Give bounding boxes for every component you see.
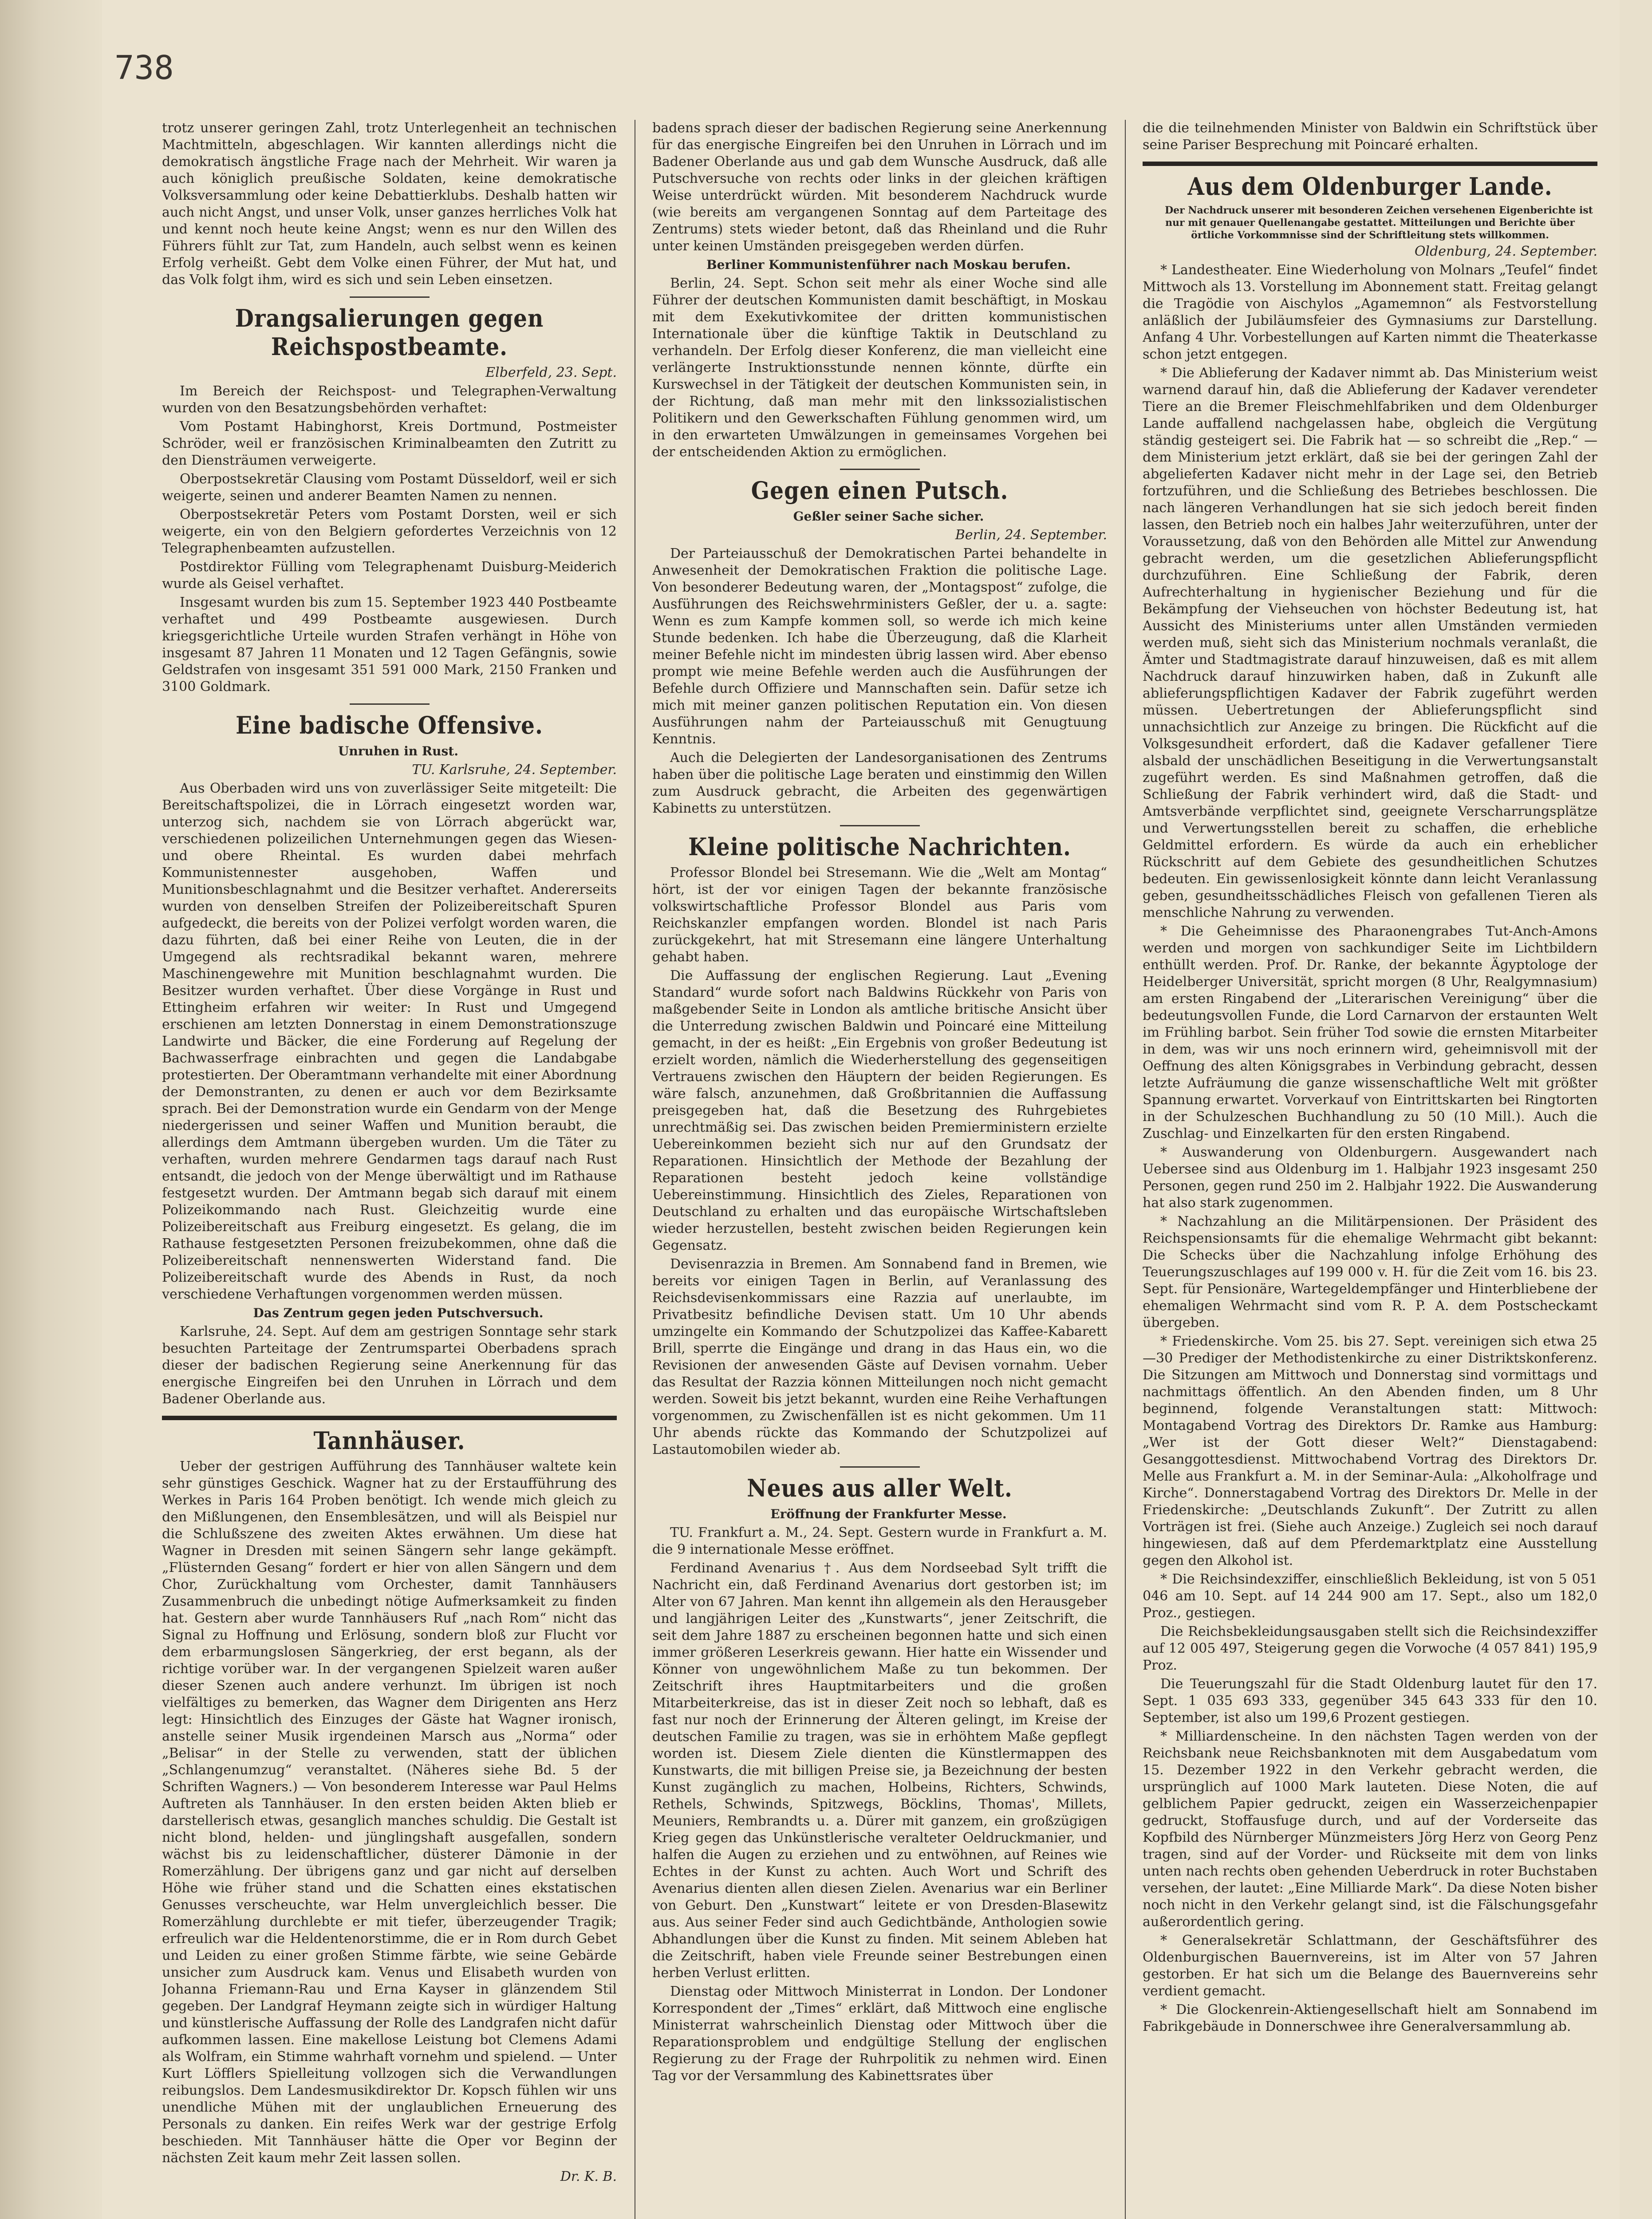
article-subtitle: Unruhen in Rust.	[338, 744, 458, 758]
article-title: Tannhäuser.	[313, 1426, 465, 1455]
paragraph: Postdirektor Fülling vom Telegraphenamt Duisburg-Meiderich wurde als Geisel verhaftet.	[162, 559, 617, 592]
col1-intro: trotz unserer geringen Zahl, trotz Unterlegenheit an technischen Machtmitteln, abgeschlagen. Wir kannten allerdings nicht die demokratisch ängstliche Frage nach der Mehrheit. Wir waren ja auch königlich preußische Soldaten, keine demokratische Volksversammlung oder keine Debattierklubs. Deshalb hatten wir auch nicht Angst, und unser Volk, unser ganzes herrliches Volk hat und kennt noch heute keine Angst; wenn es nur den Willen des Führers fühlt zur Tat, zum Handeln, auch selbst wenn es keinen Erfolg verheißt. Gebt dem Volke einen Führer, der Mut hat, und das Volk folgt ihm, wird es sich und sein Leben einsetzen.	[162, 120, 617, 288]
divider	[840, 1466, 920, 1468]
paragraph: Die Auffassung der englischen Regierung. Laut „Evening Standard“ wurde sofort nach Baldwins Rückkehr von Paris von maßgebender Seite in London als amtliche britische Ansicht über die Unterredung zwischen Baldwin und Poincaré eine Mitteilung gemacht, in der es heißt: „Ein Ergebnis von großer Bedeutung ist erzielt worden, nämlich die Wiederherstellung des gegenseitigen Vertrauens zwischen den Häuptern der beiden Regierungen. Es wäre falsch, anzunehmen, daß Großbritannien die Auffassung preisgegeben hat, daß die Besetzung des Ruhrgebietes unrechtmäßig sei. Das zwischen beiden Premierministern erzielte Uebereinkommen bezieht sich nur auf den Grundsatz der Reparationen. Hinsichtlich der Methode der Bezahlung der Reparationen besteht jedoch keine vollständige Uebereinstimmung. Hinsichtlich des Zieles, Reparationen von Deutschland zu erhalten und das europäische Wirtschaftsleben wieder herzustellen, besteht zwischen beiden Regierungen kein Gegensatz.	[652, 968, 1107, 1253]
paragraph: Der Parteiausschuß der Demokratischen Partei behandelte in Anwesenheit der Demokratischen Fraktion die politische Lage. Von besonderer Bedeutung waren, der „Montagspost“ zufolge, die Ausführungen des Reichswehrministers Geßler, der u. a. sagte: Wenn es zum Kampfe kommen soll, so werde ich mich keine Stunde bedenken. Ich habe die Überzeugung, daß die Klarheit meiner Befehle nicht im mindesten übrig lassen wird. Aber ebenso prompt wie meine Befehle werden auch die Ausführungen der Befehle durch Offiziere und Mannschaften sein. Dafür setze ich mich mit meiner ganzen politischen Reputation ein. Von diesen Ausführungen nahm der Parteiausschuß mit Genugtuung Kenntnis.	[652, 546, 1107, 747]
divider	[840, 469, 920, 470]
article-title: Drangsalierungen gegen Reichspostbeamte.	[235, 304, 544, 361]
col2-intro: badens sprach dieser der badischen Regierung seine Anerkennung für das energische Eingreifen bei den Unruhen in Lörrach und im Badener Oberlande aus und gab dem Wunsche Ausdruck, daß alle Putschversuche von rechts oder links in der gleichen kräftigen Weise unterdrückt würden. Mit besonderem Nachdruck wurde (wie bereits am vergangenen Sonntag auf dem Parteitage des Zentrums) stets wieder betont, daß das Rheinland und die Ruhr unter keinen Umständen preisgegeben werden dürfen.	[652, 120, 1107, 254]
thick-divider	[1143, 162, 1597, 166]
paragraph: * Friedenskirche. Vom 25. bis 27. Sept. vereinigen sich etwa 25—30 Prediger der Methodistenkirche zu einer Distriktskonferenz. Die Sitzungen am Mittwoch und Donnerstag sind vormittags und nachmittags öffentlich. An den Abenden finden, um 8 Uhr beginnend, folgende Veranstaltungen statt: Mittwoch: Montagabend Vortrag des Direktors Dr. Ramke aus Hamburg: „Wer ist der Gott dieser Welt?“ Dienstagabend: Gesanggottesdienst. Mittwochabend Vortrag des Direktors Dr. Melle aus Frankfurt a. M. in der Seminar-Aula: „Alkoholfrage und Kirche“. Donnerstagabend Vortrag des Direktors Dr. Melle in der Friedenskirche: „Deutschlands Zukunft“. Der Zutritt zu allen Vorträgen ist frei. (Siehe auch Anzeige.) Zugleich sei noch darauf hingewiesen, daß auf dem Pferdemarktplatz eine Ausstellung gegen den Alkohol ist.	[1143, 1334, 1597, 1568]
article-title: Gegen einen Putsch.	[751, 476, 1009, 505]
column-1	[162, 120, 617, 2219]
article-subtitle: Eröffnung der Frankfurter Messe.	[770, 1507, 1007, 1521]
column-3	[1143, 120, 1597, 2219]
page-number: 738	[114, 49, 174, 87]
paragraph: Die Reichsbekleidungsausgaben stellt sich die Reichsindexziffer auf 12 005 497, Steigerung gegen die Vorwoche (4 057 841) 195,9 Proz.	[1143, 1624, 1597, 1673]
dateline: Elberfeld, 23. Sept.	[485, 365, 617, 380]
paragraph: * Generalsekretär Schlattmann, der Geschäftsführer des Oldenburgischen Bauernvereins, ist im Alter von 57 Jahren gestorben. Er hat sich um die Belange des Bauernvereins sehr verdient gemacht.	[1143, 1933, 1597, 1999]
column-2	[652, 120, 1107, 2219]
paragraph: Die Teuerungszahl für die Stadt Oldenburg lautet für den 17. Sept. 1 035 693 333, gegenüber 345 643 333 für den 10. September, ist also um 199,6 Prozent gestiegen.	[1143, 1676, 1597, 1725]
paragraph: * Die Glockenrein-Aktiengesellschaft hielt am Sonnabend im Fabrikgebäude in Donnerschwee ihre Generalversammlung ab.	[1143, 2002, 1597, 2034]
paragraph: * Die Geheimnisse des Pharaonengrabes Tut-Anch-Amons werden und morgen von sachkundiger Seite im Lichtbildern enthüllt werden. Prof. Dr. Ranke, der bekannte Ägyptologe der Heidelberger Universität, spricht morgen (8 Uhr, Realgymnasium) am ersten Ringabend der „Literarischen Vereinigung“ über die bedeutungsvollen Funde, die Lord Carnarvon der erstaunten Welt im Frühling barbot. Sein früher Tod sowie die ernsten Mitarbeiter in dem, was wir uns noch erinnern wird, geheimnisvoll mit der Oeffnung des alten Königsgrabes in Verbindung gebracht, dessen letzte Aufräumung die ganze wissenschaftliche Welt mit größter Spannung erwartet. Vorverkauf von Eintrittskarten bei Ringtorten in der Schulzeschen Buchhandlung zu 50 (10 Mill.). Auch die Zuschlag- und Einzelkarten für den ersten Ringabend.	[1143, 924, 1597, 1141]
paragraph: Oberpostsekretär Clausing vom Postamt Düsseldorf, weil er sich weigerte, seinen und anderer Beamten Namen zu nennen.	[162, 471, 617, 504]
paragraph: Oberpostsekretär Peters vom Postamt Dorsten, weil er sich weigerte, ein von den Belgiern gefordertes Verzeichnis von 12 Telegraphenbeamten aufzustellen.	[162, 507, 617, 556]
divider	[350, 296, 430, 298]
paragraph: * Nachzahlung an die Militärpensionen. Der Präsident des Reichspensionsamts für die ehemalige Wehrmacht gibt bekannt: Die Schecks über die Nachzahlung infolge Erhöhung des Teuerungszuschlages auf 199 000 v. H. für die Zeit vom 16. bis 23. Sept. für Pensionäre, Wartegeldempfänger und Hinterbliebene der ehemaligen Wehrmacht sind vom R. P. A. dem Postscheckamt übergeben.	[1143, 1214, 1597, 1331]
paragraph: Ferdinand Avenarius †. Aus dem Nordseebad Sylt trifft die Nachricht ein, daß Ferdinand Avenarius dort gestorben ist; im Alter von 67 Jahren. Man kennt ihn allgemein als den Herausgeber und langjährigen Leiter des „Kunstwarts“, jener Zeitschrift, die seit dem Jahre 1887 zu erscheinen begonnen hatte und sich einen immer größeren Leserkreis gewann. Hier hatte ein Wissender und Könner von ungewöhnlichem Maße zu tun bekommen. Der Zeitschrift ihres Hauptmitarbeiters und die großen Mitarbeiterkreise, das ist in dieser Zeit noch so lebhaft, daß es fast nur noch der Erinnerung der Älteren gelingt, im Kreise der deutschen Familie zu tragen, was sie in erhöhtem Maße gepflegt worden ist. Diesem Ziele dienten die Künstlermappen des Kunstwarts, die mit billigen Preise sie, ja Bezeichnung der besten Kunst zugänglich zu machen, Holbeins, Richters, Schwinds, Rethels, Schwinds, Spitzwegs, Böcklins, Thomas', Millets, Meuniers, Rembrandts u. a. Dürer mit ganzem, ein großzügigen Krieg gegen das Unkünstlerische veralteter Oeldruckmanier, und halfen die Augen zu erziehen und zu entwöhnen, auf Reines wie Echtes in der Kunst zu achten. Auch Wort und Schrift des Avenarius dienten allen diesen Zielen. Avenarius war ein Berliner von Geburt. Den „Kunstwart“ leitete er von Dresden-Blasewitz aus. Aus seiner Feder sind auch Gedichtbände, Anthologien sowie Abhandlungen über die Kunst zu finden. Mit seinem Ableben hat die Zeitschrift, haben viele Freunde seiner Bestrebungen einen herben Verlust erlitten.	[652, 1560, 1107, 1981]
divider	[350, 703, 430, 705]
paragraph: Berlin, 24. Sept. Schon seit mehr als einer Woche sind alle Führer der deutschen Kommunisten damit beschäftigt, in Moskau mit dem Exekutivkomitee der dritten kommunistischen Internationale über die künftige Taktik in Deutschland zu verhandeln. Der Erfolg dieser Konferenz, die man vielleicht eine verlängerte Instruktionsstunde nennen könnte, dürfte ein Kurswechsel in der Tätigkeit der deutschen Kommunisten sein, in der Richtung, daß man mehr mit den linkssozialistischen Politikern und den Gewerkschaften Fühlung genommen wird, um in den erwarteten Umwälzungen in gemeinsames Vorgehen bei der entscheidenden Aktion zu ermöglichen.	[652, 276, 1107, 460]
author-signature: Dr. K. B.	[560, 2169, 617, 2184]
dateline: Berlin, 24. September.	[955, 527, 1107, 543]
article-subtitle: Geßler seiner Sache sicher.	[793, 509, 984, 524]
article-title: Eine badische Offensive.	[236, 711, 543, 739]
col3-intro: die die teilnehmenden Minister von Baldwin ein Schriftstück über seine Pariser Besprechung mit Poincaré erhalten.	[1143, 120, 1597, 153]
thick-divider	[162, 1416, 617, 1420]
dateline: Oldenburg, 24. September.	[1414, 244, 1597, 259]
book-binding-shadow	[0, 0, 102, 2219]
paragraph: Insgesamt wurden bis zum 15. September 1923 440 Postbeamte verhaftet und 499 Postbeamte ausgewiesen. Durch kriegsgerichtliche Urteile wurden Strafen verhängt in Höhe von insgesamt 87 Jahren 11 Monaten und 12 Tagen Gefängnis, sowie Geldstrafen von insgesamt 351 591 000 Mark, 2150 Franken und 3100 Goldmark.	[162, 595, 617, 695]
paragraph: * Milliardenscheine. In den nächsten Tagen werden von der Reichsbank neue Reichsbanknoten mit dem Ausgabedatum vom 15. Dezember 1922 in den Verkehr gebracht werden, die ursprünglich auf 1000 Mark lauteten. Diese Noten, die auf gelblichem Papier gedruckt, zeigen ein Wasserzeichenpapier gedruckt, Stoffausfuge durch, und auf der Vorderseite das Kopfbild des Nürnberger Münzmeisters Jörg Herz von Georg Penz tragen, sind auf der Vorder- und Rückseite mit dem von links unten nach rechts oben gehenden Ueberdruck in roter Buchstaben versehen, der lautet: „Eine Milliarde Mark“. Da diese Noten bisher noch nicht in den Verkehr gelangt sind, ist die Fälschungsgefahr außerordentlich gering.	[1143, 1729, 1597, 1930]
section-subhead: Das Zentrum gegen jeden Putschversuch.	[253, 1306, 544, 1320]
article-title: Neues aus aller Welt.	[747, 1474, 1013, 1502]
paragraph: Karlsruhe, 24. Sept. Auf dem am gestrigen Sonntage sehr stark besuchten Parteitage der Zentrumspartei Oberbadens sprach dieser der badischen Regierung seine Anerkennung für das energische Eingreifen bei den Unruhen in Lörrach und dem Badener Oberlande aus.	[162, 1324, 617, 1407]
section-subhead: Berliner Kommunistenführer nach Moskau berufen.	[706, 257, 1071, 272]
paragraph: Im Bereich der Reichspost- und Telegraphen-Verwaltung wurden von den Besatzungsbehörden verhaftet:	[162, 383, 617, 416]
paragraph: Dienstag oder Mittwoch Ministerrat in London. Der Londoner Korrespondent der „Times“ erklärt, daß Mittwoch eine englische Ministerrat wahrscheinlich Dienstag oder Mittwoch über die Reparationsproblem und endgültige Stellung der englischen Regierung zu der Frage der Ruhrpolitik zu nehmen wird. Einen Tag vor der Versammlung des Kabinettsrates über	[652, 1984, 1107, 2084]
divider	[840, 825, 920, 826]
reprint-note: Der Nachdruck unserer mit besonderen Zeichen versehenen Eigenberichte ist nur mit genauer Quellenangabe gestattet. Mitteilungen und Berichte über örtliche Vorkommnisse sind der Schriftleitung stets willkommen.	[1165, 205, 1593, 241]
article-title: Kleine politische Nachrichten.	[688, 833, 1071, 861]
paragraph: * Auswanderung von Oldenburgern. Ausgewandert nach Uebersee sind aus Oldenburg im 1. Halbjahr 1923 insgesamt 250 Personen, gegen rund 250 im 2. Halbjahr 1922. Die Auswanderung hat also stark zugenommen.	[1143, 1145, 1597, 1211]
paragraph: Auch die Delegierten der Landesorganisationen des Zentrums haben über die politische Lage beraten und einstimmig den Willen zum Ausdruck gebracht, die Arbeiten des gegenwärtigen Kabinetts zu unterstützen.	[652, 750, 1107, 816]
dateline: TU. Karlsruhe, 24. September.	[412, 762, 617, 778]
paragraph: TU. Frankfurt a. M., 24. Sept. Gestern wurde in Frankfurt a. M. die 9 internationale Messe eröffnet.	[652, 1525, 1107, 1557]
column-rule	[1125, 120, 1126, 2219]
paragraph: * Die Ablieferung der Kadaver nimmt ab. Das Ministerium weist warnend darauf hin, daß die Ablieferung der Kadaver verendeter Tiere an die Bremer Fleischmehlfabriken und dem Oldenburger Lande auffallend nachgelassen habe, obgleich die Vergütung ständig gesteigert sei. Die Fabrik hat — so schreibt die „Rep.“ — dem Ministerium jetzt erklärt, daß sie bei der geringen Zahl der abgelieferten Kadaver nicht mehr in der Lage sei, den Betrieb fortzuführen, und die Schließung des Betriebes beschlossen. Die nach längeren Verhandlungen hat sie sich jedoch bereit finden lassen, den Betrieb noch ein halbes Jahr weiterzuführen, unter der Voraussetzung, daß von den Behörden alle Mittel zur Anwendung gebracht werden, um die gesetzlichen Ablieferungspflicht durchzuführen. Eine Schließung der Fabrik, deren Aufrechterhaltung in hygienischer Beziehung und für die Bekämpfung der Viehseuchen von höchster Bedeutung ist, hat Aussicht des Ministeriums unter allen Umständen vermieden werden muß, sieht sich das Ministerium nochmals veranlaßt, die Ämter und Stadtmagistrate darauf hinzuweisen, daß es mit allem Nachdruck darauf hinzuwirken haben, daß in Zukunft alle ablieferungspflichtigen Kadaver der Fabrik zugeführt werden müssen. Uebertretungen der Ablieferungspflicht sind unnachsichtlich zur Anzeige zu bringen. Die Rückficht auf die Volksgesundheit erfordert, daß die Kadaver gefallener Tiere alsbald der unschädlichen Beseitigung in die Verwertungsanstalt zugeführt werden. Es sind Maßnahmen getroffen, daß die Schließung der Fabrik verhindert wird, daß die Stadt- und Amtsverbände verpflichtet sind, geeignete Verscharrungsplätze und Verwertungsstellen bereit zu schaffen, die erhebliche Geldmittel erfordern. Es würde da auch ein erheblicher Rückschritt auf dem Gebiete des gesundheitlichen Schutzes bedeuten. Ein gewissenlosigkeit könnte dann leicht Veranlassung geben, gesundheitsschädliches Fleisch von gefallenen Tieren als menschliche Nahrung zu verwenden.	[1143, 365, 1597, 920]
paragraph: Professor Blondel bei Stresemann. Wie die „Welt am Montag“ hört, ist der vor einigen Tagen der bekannte französische volkswirtschaftliche Professor Blondel aus Paris vom Reichskanzler empfangen worden. Blondel ist nach Paris zurückgekehrt, hat mit Stresemann eine längere Unterhaltung gehabt haben.	[652, 865, 1107, 965]
paragraph: Devisenrazzia in Bremen. Am Sonnabend fand in Bremen, wie bereits vor einigen Tagen in Berlin, auf Veranlassung des Reichsdevisenkommissars eine Razzia auf unerlaubte, im Privatbesitz befindliche Devisen statt. Um 10 Uhr abends umzingelte ein Kommando der Schutzpolizei das Kaffee-Kabarett Brill, sperrte die Eingänge und drang in das Haus ein, wo die Revisionen der anwesenden Gäste auf Devisen vornahm. Ueber das Resultat der Razzia können Mitteilungen noch nicht gemacht werden. Soweit bis jetzt bekannt, wurden eine Reihe Verhaftungen vorgenommen, zu Zwischenfällen ist es nicht gekommen. Um 11 Uhr abends rückte das Kommando der Schutzpolizei auf Lastautomobilen wieder ab.	[652, 1256, 1107, 1457]
paragraph: Aus Oberbaden wird uns von zuverlässiger Seite mitgeteilt: Die Bereitschaftspolizei, die in Lörrach eingesetzt worden war, unterzog sich, nachdem sie von Lörrach abgerückt war, verschiedenen polizeilichen Unternehmungen gegen das Wiesen- und obere Rheintal. Es wurden dabei mehrfach Kommunistennester ausgehoben, Waffen und Munitionsbeschlagnahmt und die Besitzer verhaftet. Andererseits wurden von denselben Streifen der Polizeibereitschaft Spuren aufgedeckt, die bereits von der Polizei verfolgt worden waren, die dazu führten, daß bei einer Reihe von Leuten, die in der Umgegend als rechtsradikal bekannt waren, mehrere Maschinengewehre mit Munition beschlagnahmt wurden. Die Besitzer wurden verhaftet. Über diese Vorgänge in Rust und Ettingheim erfahren wir weiter: In Rust und Umgegend erschienen am letzten Donnerstag in einem Demonstrationszuge Landwirte und Bäcker, die eine Forderung auf Regelung der Bachwasserfrage einbrachten und gegen die Landabgabe protestierten. Der Oberamtmann verhandelte mit einer Abordnung der Demonstranten, zu denen er auch vor dem Bezirksamte sprach. Bei der Demonstration wurde ein Gendarm von der Menge niedergerissen und seiner Waffen und Munition beraubt, die allerdings dem Amtmann übergeben wurden. Um die Täter zu verhaften, wurden mehrere Gendarmen tags darauf nach Rust entsandt, die jedoch von der Menge überwältigt und im Rathause festgesetzt wurden. Der Amtmann begab sich darauf mit einem Polizeikommando nach Rust. Gleichzeitig wurde eine Polizeibereitschaft aus Freiburg eingesetzt. Es gelang, die im Rathause festgesetzten Personen freizubekommen, ohne daß die Polizeibereitschaft nennenswerten Widerstand fand. Die Polizeibereitschaft wurde des Abends in Rust, da noch verschiedene Verhaftungen vorgenommen werden müssen.	[162, 781, 617, 1302]
paragraph: Vom Postamt Habinghorst, Kreis Dortmund, Postmeister Schröder, weil er französischen Kriminalbeamten den Zutritt zu den Diensträumen verweigerte.	[162, 419, 617, 468]
article-title: Aus dem Oldenburger Lande.	[1187, 172, 1553, 201]
paragraph: Ueber der gestrigen Aufführung des Tannhäuser waltete kein sehr günstiges Geschick. Wagner hat zu der Erstaufführung des Werkes in Paris 164 Proben benötigt. Ich wende mich gleich zu den Mißlungenen, den Ensemblesätzen, und will als Beispiel nur die Schlußszene des zweiten Aktes erwähnen. Um diese hat Wagner in Dresden mit seinen Sängern sehr lange gekämpft. „Flüsternden Gesang“ fordert er hier von allen Sängern und dem Chor, Zurückhaltung vom Orchester, damit Tannhäusers Zusammenbruch die unbedingt nötige Aufmerksamkeit zu finden hat. Gestern aber wurde Tannhäusers Ruf „nach Rom“ nicht das Signal zu Hoffnung und Erlösung, sondern bloß zur Flucht vor dem erbarmungslosen Sängerkrieg, der erst begann, als der richtige vorüber war. In der vergangenen Spielzeit waren außer dieser Szenen auch andere verhunzt. Im übrigen ist noch vielfältiges zu bemerken, das Wagner dem Dirigenten ans Herz legt: Hinsichtlich des Einzuges der Gäste hat Wagner ironisch, anstelle seiner Musik irgendeinen Marsch aus „Norma“ oder „Belisar“ in der Stelle zu verwenden, statt der üblichen „Schlangenumzug“ veranstaltet. (Näheres siehe Bd. 5 der Schriften Wagners.) — Von besonderem Interesse war Paul Helms Auftreten als Tannhäuser. In den ersten beiden Akten blieb er darstellerisch etwas, gesanglich manches schuldig. Die Gestalt ist nicht blond, helden- und jünglingshaft ausgefallen, sondern wächst bis zu leidenschaftlicher, düsterer Dämonie in der Romerzählung. Der übrigens ganz und gar nicht auf derselben Höhe wie früher stand und die Schatten eines ekstatischen Genusses verscheuchte, war Helm unvergleichlich besser. Die Romerzählung durchlebte er mit tiefer, überzeugender Tragik; erfreulich war die Heldentenorstimme, die er in Rom durch Gebet und Leiden zu einer großen Stimme färbte, wie seine Gebärde unsicher zum Ausdruck kam. Venus und Elisabeth wurden von Johanna Friemann-Rau und Erna Kayser in glänzendem Stil gegeben. Der Landgraf Heymann zeigte sich in würdiger Haltung und künstlerische Auffassung der Rolle des Landgrafen nicht dafür aufkommen lassen. Eine makellose Leistung bot Clemens Adami als Wolfram, ein Stimme wahrhaft vornehm und spielend. — Unter Kurt Löfflers Spielleitung vollzogen sich die Verwandlungen reibungslos. Dem Landesmusikdirektor Dr. Kopsch fühlen wir uns unendliche Mühen mit der unglaublichen Erneuerung des Personals zu danken. Ein reifes Werk war der gestrige Erfolg beschieden. Mit Tannhäuser hätte die Oper vor Beginn der nächsten Zeit kaum mehr Zeit lassen sollen.	[162, 1459, 617, 2166]
paragraph: * Landestheater. Eine Wiederholung von Molnars „Teufel“ findet Mittwoch als 13. Vorstellung im Abonnement statt. Freitag gelangt die Tragödie von Aischylos „Agamemnon“ als Festvorstellung anläßlich der Jubiläumsfeier des Gymnasiums zur Darstellung. Anfang 4 Uhr. Vorbestellungen auf Karten nimmt die Theaterkasse schon jetzt entgegen.	[1143, 262, 1597, 362]
paragraph: * Die Reichsindexziffer, einschließlich Bekleidung, ist von 5 051 046 am 10. Sept. auf 14 244 900 am 17. Sept., also um 182,0 Proz., gestiegen.	[1143, 1571, 1597, 1621]
